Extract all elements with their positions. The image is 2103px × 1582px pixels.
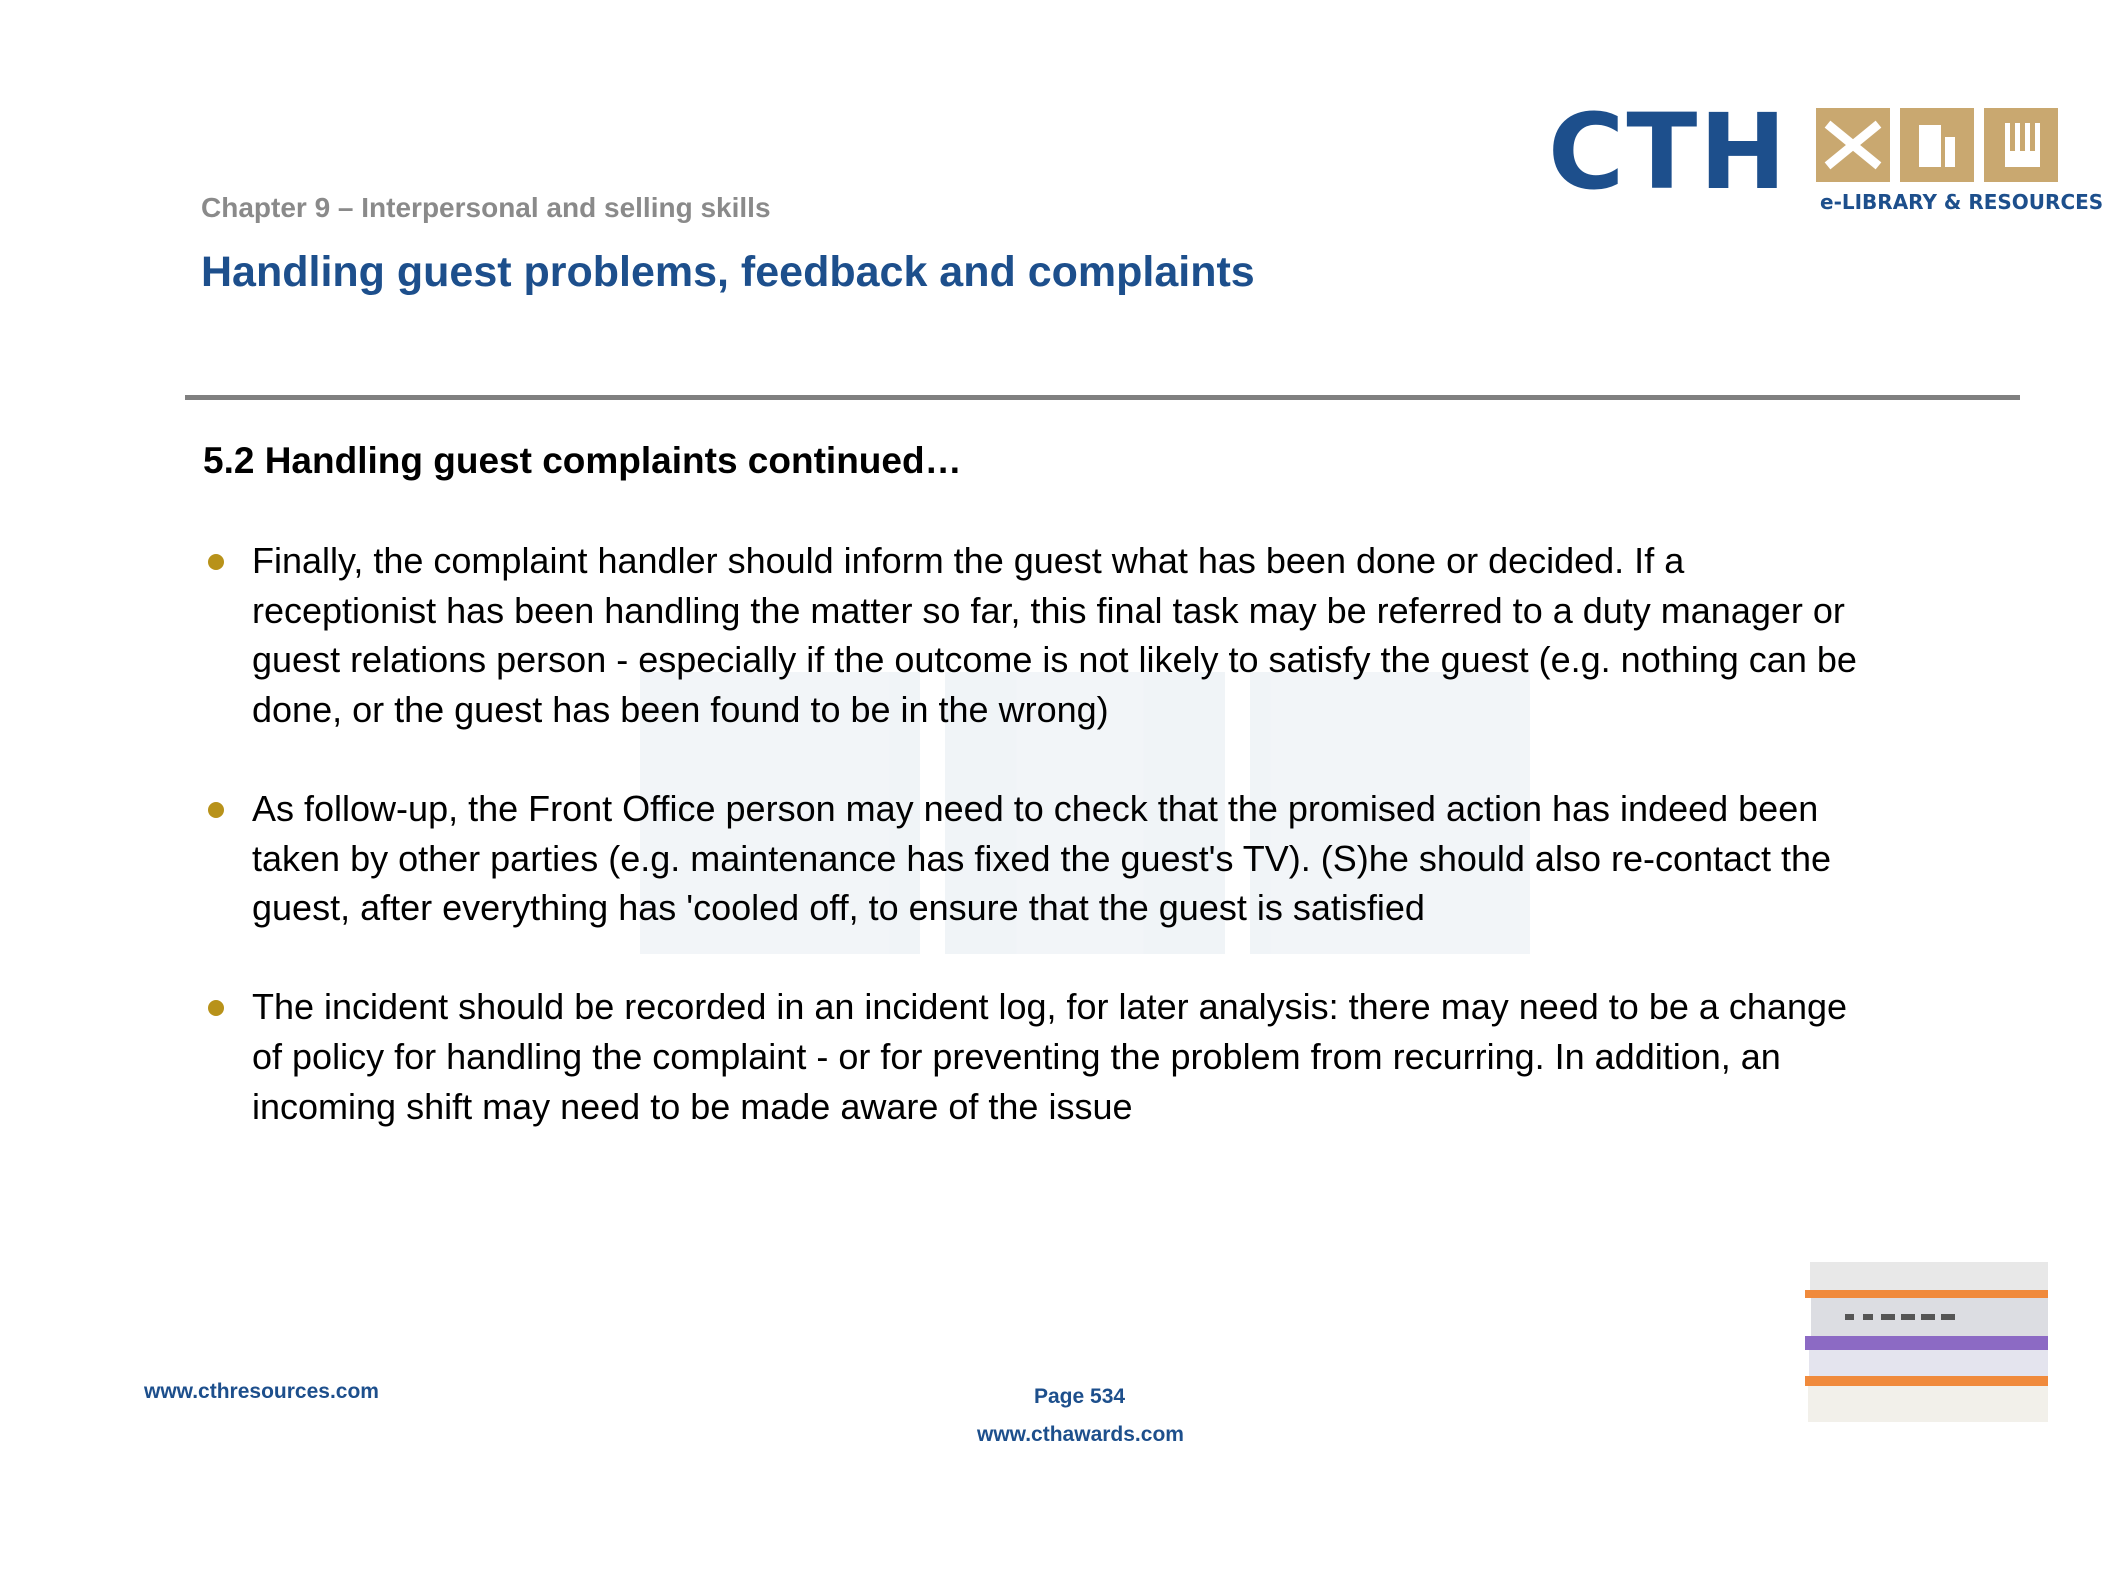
- bullet-dot-icon: [208, 1000, 224, 1016]
- bullet-item: [203, 982, 2003, 1131]
- page-title: Handling guest problems, feedback and complaints: [201, 248, 1255, 296]
- logo-text: CTH: [1548, 91, 1789, 213]
- logo-subtitle: e-LIBRARY & RESOURCES: [1820, 190, 2103, 214]
- bullet-line: done, or the guest has been found to be in the wrong): [252, 688, 1109, 730]
- bullet-line: Finally, the complaint handler should inform the guest what has been done or decided. If a: [252, 540, 1685, 581]
- page-number: Page 534: [1034, 1385, 1126, 1408]
- bullet-line: taken by other parties (e.g. maintenance has fixed the guest's TV). (S)he should also re-contact the: [252, 837, 1832, 879]
- fork-icon: [1984, 108, 2058, 182]
- building-icon: [1900, 108, 1974, 182]
- chapter-label: Chapter 9 – Interpersonal and selling skills: [201, 192, 771, 223]
- awards-link[interactable]: www.cthawards.com: [977, 1423, 1184, 1446]
- cth-logo: [1548, 91, 2103, 220]
- bullet-line: guest, after everything has 'cooled off, to ensure that the guest is satisfied: [252, 887, 1425, 929]
- books-laptop-icon: [1805, 1262, 2048, 1432]
- resources-link[interactable]: www.cthresources.com: [144, 1380, 379, 1403]
- bullet-dot-icon: [208, 554, 224, 570]
- bullet-line: As follow-up, the Front Office person may need to check that the promised action has indeed been: [252, 787, 1819, 829]
- bullet-line: receptionist has been handling the matter so far, this final task may be referred to a duty manager or: [252, 589, 1845, 631]
- airplane-icon: [1816, 108, 1890, 182]
- bullet-list: [203, 536, 2003, 1181]
- logo-tiles: [1816, 108, 2058, 182]
- bullet-line: of policy for handling the complaint - or for preventing the problem from recurring. In addition, an: [252, 1035, 1781, 1077]
- bullet-line: incoming shift may need to be made aware of the issue: [252, 1085, 1133, 1127]
- bullet-line: guest relations person - especially if the outcome is not likely to satisfy the guest (e.g. nothing can be: [252, 639, 1857, 681]
- bullet-line: The incident should be recorded in an incident log, for later analysis: there may need to be a change: [252, 986, 1848, 1028]
- section-heading: 5.2 Handling guest complaints continued…: [203, 440, 962, 481]
- bullet-item: [203, 536, 2003, 734]
- bullet-dot-icon: [208, 802, 224, 818]
- header-divider: [185, 395, 2020, 400]
- bullet-item: [203, 784, 2003, 933]
